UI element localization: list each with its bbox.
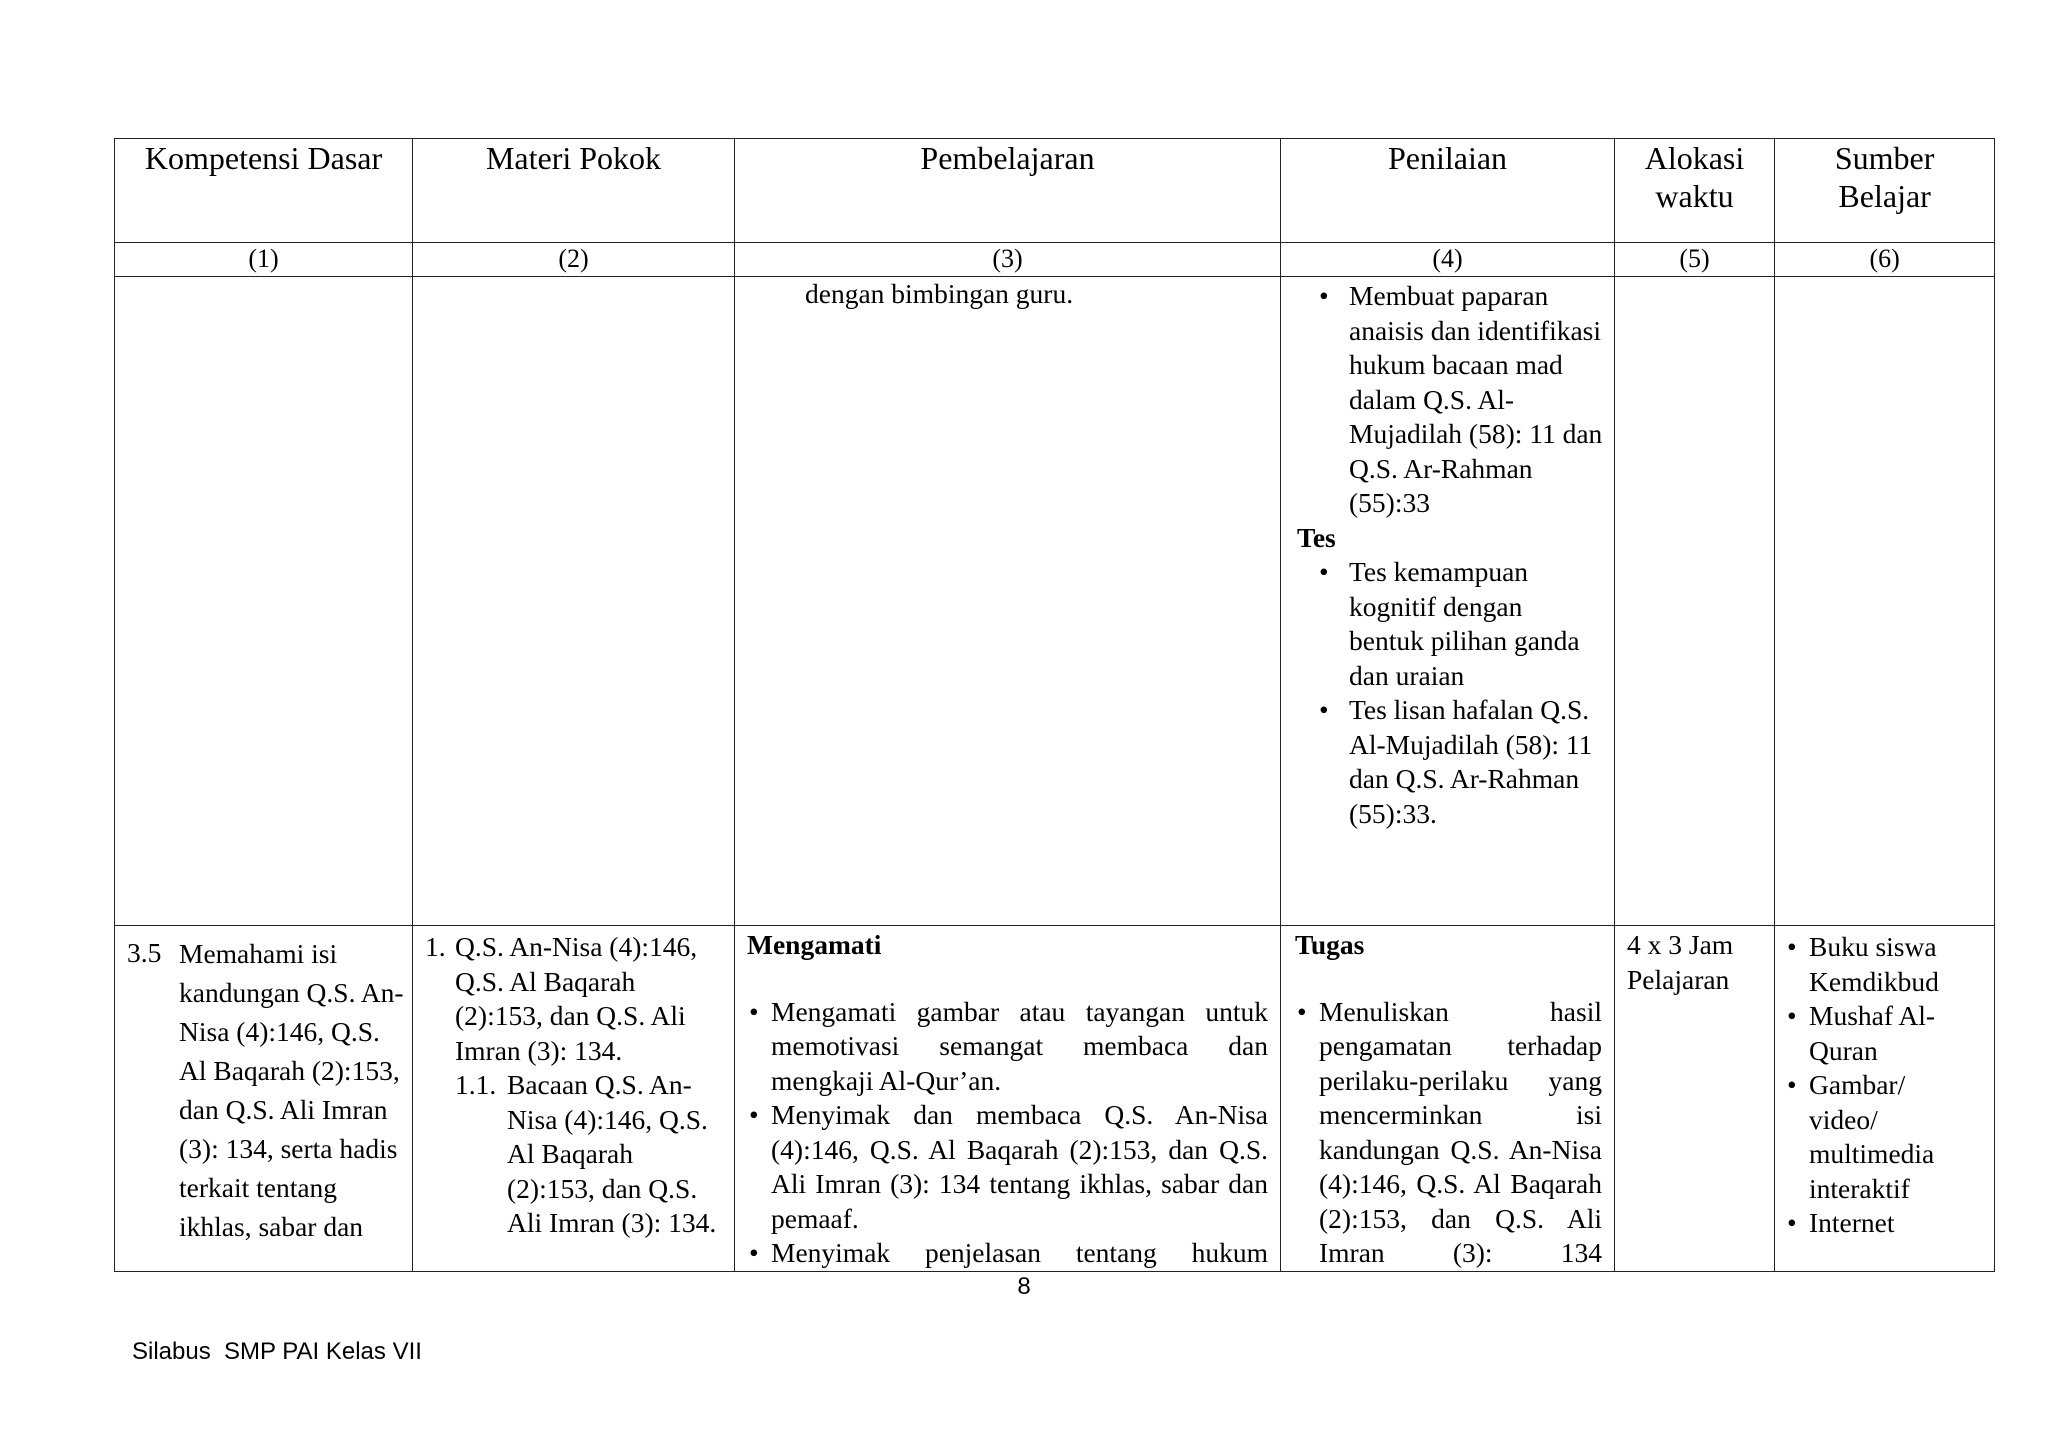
table-row: [115, 926, 1995, 1272]
table-row: [115, 277, 1995, 926]
header-sumber-belajar: Sumber Belajar: [1775, 139, 1995, 243]
penilaian-cell: [1281, 926, 1615, 1272]
list-item: • Mushaf Al-Quran: [1785, 999, 1984, 1068]
pembelajaran-cell: [735, 277, 1281, 926]
header-materi-pokok: Materi Pokok: [413, 139, 735, 243]
sumber-cell: [1775, 277, 1995, 926]
kompetensi-cell: [115, 277, 413, 926]
header-pembelajaran: Pembelajaran: [735, 139, 1281, 243]
alokasi-cell: [1615, 277, 1775, 926]
column-number: (3): [735, 243, 1281, 277]
column-number: (1): [115, 243, 413, 277]
header-alokasi-waktu: Alokasi waktu: [1615, 139, 1775, 243]
penilaian-list: [1297, 279, 1604, 521]
kompetensi-cell: [115, 926, 413, 1272]
alokasi-cell: [1615, 926, 1775, 1272]
sumber-list: [1775, 926, 1994, 1241]
materi-subitem: [425, 1068, 720, 1241]
pembelajaran-list: [747, 995, 1268, 1271]
list-item: • Menyimak dan membaca Q.S. An-Nisa (4):146, Q.S. Al Baqarah (2):153, dan Q.S. Ali Imran (3): 134 tentang ikhlas, sabar dan pemaaf.: [747, 1098, 1268, 1236]
list-item: • Tes lisan hafalan Q.S. Al-Mujadilah (58): 11 dan Q.S. Ar-Rahman (55):33.: [1297, 693, 1604, 831]
column-number: (6): [1775, 243, 1995, 277]
header-kompetensi-dasar: Kompetensi Dasar: [115, 139, 413, 243]
syllabus-table: [114, 138, 1995, 1272]
materi-item: [425, 930, 720, 1068]
pembelajaran-cell: [735, 926, 1281, 1272]
materi-cell: [413, 277, 735, 926]
materi-item-number: 1.: [425, 931, 446, 962]
kd-number: 3.5: [127, 937, 162, 968]
list-item: • Menuliskan hasil pengamatan terhadap perilaku-perilaku yang mencerminkan isi kandungan Q.S. An-Nisa (4):146, Q.S. Al Baqarah (2):153, dan Q.S. Ali Imran (3): 134: [1295, 995, 1602, 1271]
header-penilaian: Penilaian: [1281, 139, 1615, 243]
sumber-cell: [1775, 926, 1995, 1272]
penilaian-cell: [1281, 277, 1615, 926]
column-number-row: [115, 243, 1995, 277]
column-number: (2): [413, 243, 735, 277]
column-number: (4): [1281, 243, 1615, 277]
tes-heading: Tes: [1297, 521, 1336, 553]
tes-list: [1297, 555, 1604, 831]
materi-cell: [413, 926, 735, 1272]
kd-text: Memahami isi kandungan Q.S. An-Nisa (4):146, Q.S. Al Baqarah (2):153, dan Q.S. Ali Imran (3): 134, serta hadis terkait tentang ikhlas, sabar dan: [179, 938, 404, 1242]
footer-text: Silabus SMP PAI Kelas VII: [132, 1338, 422, 1365]
list-item: • Tes kemampuan kognitif dengan bentuk pilihan ganda dan uraian: [1297, 555, 1604, 693]
alokasi-text: 4 x 3 Jam Pelajaran: [1627, 929, 1734, 995]
list-item: • Menyimak penjelasan tentang hukum: [747, 1236, 1268, 1271]
list-item: • Gambar/ video/ multimedia interaktif: [1785, 1068, 1984, 1206]
list-item: • Membuat paparan anaisis dan identifikasi hukum bacaan mad dalam Q.S. Al-Mujadilah (58): 11 dan Q.S. Ar-Rahman (55):33: [1297, 279, 1604, 521]
page-number: 8: [1017, 1273, 1031, 1300]
tugas-list: [1295, 995, 1602, 1271]
column-number: (5): [1615, 243, 1775, 277]
tugas-heading: Tugas: [1295, 929, 1365, 960]
materi-item-text: Q.S. An-Nisa (4):146, Q.S. Al Baqarah (2):153, dan Q.S. Ali Imran (3): 134.: [455, 931, 698, 1066]
materi-subitem-number: 1.1.: [455, 1069, 497, 1100]
materi-subitem-text: Bacaan Q.S. An-Nisa (4):146, Q.S. Al Baqarah (2):153, dan Q.S. Ali Imran (3): 134.: [507, 1069, 717, 1238]
list-item: • Buku siswa Kemdikbud: [1785, 930, 1984, 999]
list-item: • Mengamati gambar atau tayangan untuk memotivasi semangat membaca dan mengkaji Al-Qur’an.: [747, 995, 1268, 1099]
header-row: [115, 139, 1995, 243]
mengamati-heading: Mengamati: [747, 929, 882, 960]
pembelajaran-continuation: dengan bimbingan guru.: [805, 278, 1074, 309]
list-item: • Internet: [1785, 1206, 1984, 1241]
